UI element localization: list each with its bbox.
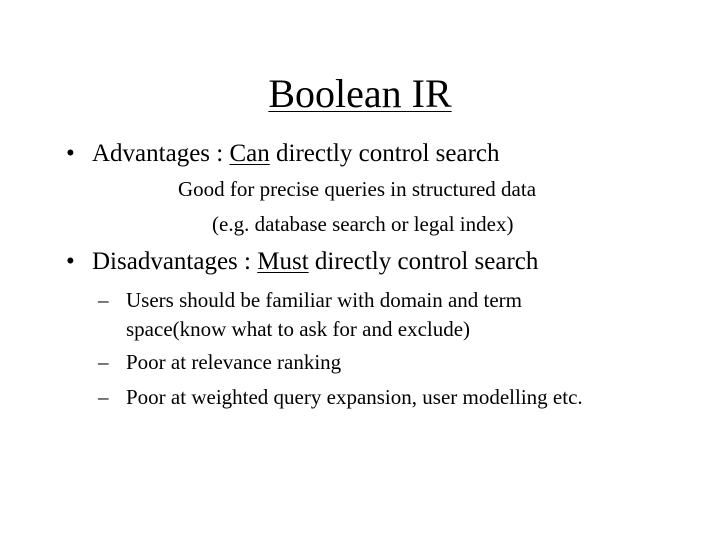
bullet-suffix: directly control search (269, 140, 500, 167)
bullet-text (92, 247, 538, 277)
slide-title-text: Boolean IR (268, 71, 452, 116)
slide-title (0, 70, 720, 118)
bullet-prefix: Advantages : (92, 140, 230, 167)
dash-marker: – (98, 288, 109, 312)
bullet-underlined-word: Can (229, 140, 270, 167)
item-line-1: Poor at weighted query expansion, user modelling etc. (126, 385, 583, 409)
item-line-2: space(know what to ask for and exclude) (126, 317, 471, 341)
bullet-marker: • (66, 140, 75, 167)
bullet-underlined-word: Must (257, 248, 309, 275)
advantages-subtext-2: (e.g. database search or legal index) (212, 212, 514, 236)
dash-marker: – (98, 350, 109, 374)
item-line-1: Poor at relevance ranking (126, 350, 342, 374)
advantages-subtext-1: Good for precise queries in structured data (178, 177, 537, 201)
item-line-1: Users should be familiar with domain and term (126, 288, 522, 312)
bullet-suffix: directly control search (308, 248, 539, 275)
bullet-text (92, 139, 500, 169)
bullet-prefix: Disadvantages : (92, 248, 258, 275)
dash-marker: – (98, 385, 109, 409)
bullet-marker: • (66, 248, 75, 275)
